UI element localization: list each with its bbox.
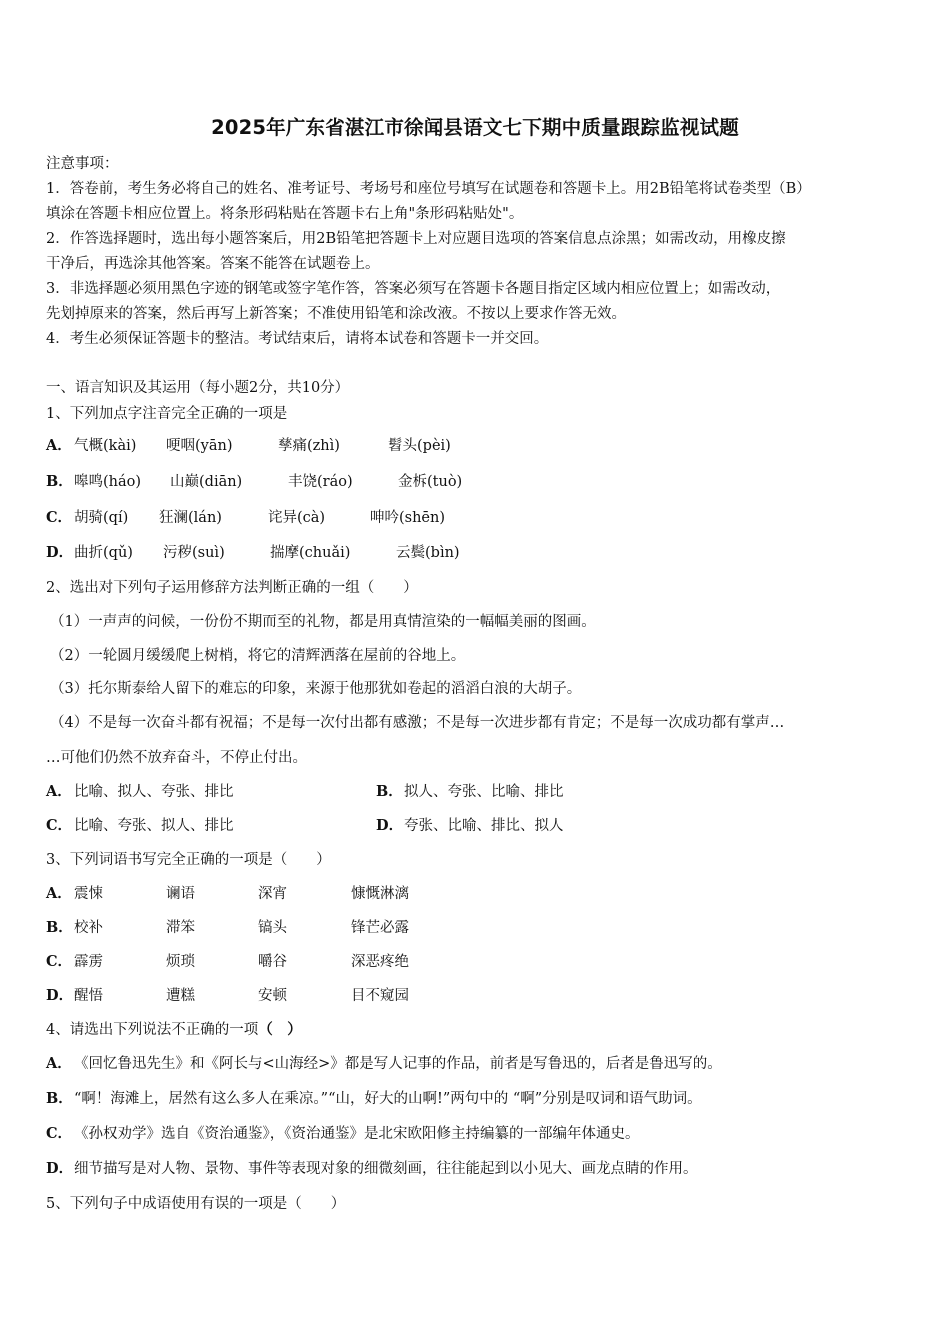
option-item: 谰语 [166, 886, 195, 902]
option-label: B． [46, 1090, 73, 1107]
option-label: D． [46, 987, 74, 1004]
option-item: 安顿 [258, 988, 287, 1004]
question-4-paren: （ ） [258, 1021, 302, 1038]
option-text: 比喻、拟人、夸张、排比 [74, 784, 234, 800]
option-label: A． [46, 437, 72, 454]
option-item: 烦琐 [166, 954, 195, 970]
question-4-stem-text: 4、请选出下列说法不正确的一项 [46, 1022, 259, 1038]
option-item: 丰饶(ráo) [288, 474, 353, 490]
notice-line: 1．答卷前，考生务必将自己的姓名、准考证号、考场号和座位号填写在试题卷和答题卡上。用2B铅笔将试卷类型（B） [46, 181, 811, 197]
option-item: 慷慨淋漓 [351, 886, 409, 902]
option-item: 诧异(cà) [268, 510, 326, 526]
option-text: 《回忆鲁迅先生》和《阿长与<山海经>》都是写人记事的作品，前者是写鲁迅的，后者是鲁迅写的。 [74, 1056, 722, 1072]
option-item: 滞笨 [166, 920, 195, 936]
option-text: 《孙权劝学》选自《资治通鉴》，《资治通鉴》是北宋欧阳修主持编纂的一部编年体通史。 [74, 1126, 640, 1142]
option-label: C． [46, 509, 73, 526]
q2-sentence: （1）一声声的问候，一份份不期而至的礼物，都是用真情渲染的一幅幅美丽的图画。 [50, 614, 596, 630]
question-3-stem: 3、下列词语书写完全正确的一项是（ ） [46, 852, 331, 868]
option-item: 醒悟 [74, 988, 103, 1004]
option-label: B． [46, 473, 73, 490]
question-1-stem: 1、下列加点字注音完全正确的一项是 [46, 406, 288, 422]
option-label: A． [46, 885, 72, 902]
option-item: 镐头 [258, 920, 287, 936]
option-item: 嗥鸣(háo) [74, 474, 142, 490]
option-item: 山巅(diān) [170, 474, 243, 490]
notice-line: 4．考生必须保证答题卡的整洁。考试结束后，请将本试卷和答题卡一并交回。 [46, 331, 549, 347]
option-label: B． [376, 783, 403, 800]
option-label: B． [46, 919, 73, 936]
option-text: 细节描写是对人物、景物、事件等表现对象的细微刻画，往往能起到以小见大、画龙点睛的作用。 [74, 1161, 698, 1177]
q2-sentence: （3）托尔斯泰给人留下的难忘的印象，来源于他那犹如卷起的滔滔白浪的大胡子。 [50, 681, 582, 697]
option-item: 金柝(tuò) [398, 474, 463, 490]
option-label: D． [46, 544, 74, 561]
option-item: 污秽(suì) [163, 545, 225, 561]
option-item: 狂澜(lán) [159, 510, 222, 526]
option-label: C． [46, 817, 73, 834]
option-item: 霹雳 [74, 954, 103, 970]
notice-line: 先划掉原来的答案，然后再写上新答案；不准使用铅笔和涂改液。不按以上要求作答无效。 [46, 306, 626, 322]
notice-line: 2．作答选择题时，选出每小题答案后，用2B铅笔把答题卡上对应题目选项的答案信息点涂黑；如需改动，用橡皮擦 [46, 231, 786, 247]
option-item: 深恶疼绝 [351, 954, 409, 970]
option-item: 胡骑(qí) [74, 510, 129, 526]
option-label: C． [46, 1125, 73, 1142]
option-item: 曲折(qǔ) [74, 545, 133, 561]
option-item: 嚼谷 [258, 954, 287, 970]
option-item: 呻吟(shēn) [370, 510, 446, 526]
option-item: 哽咽(yān) [166, 438, 233, 454]
option-item: 深宵 [258, 886, 287, 902]
notice-heading: 注意事项： [46, 156, 119, 172]
option-item: 目不窥园 [351, 988, 409, 1004]
notice-line: 3．非选择题必须用黑色字迹的钢笔或签字笔作答，答案必须写在答题卡各题目指定区域内相应位置上；如需改动， [46, 281, 781, 297]
option-text: 拟人、夸张、比喻、排比 [404, 784, 564, 800]
q2-sentence: （4）不是每一次奋斗都有祝福；不是每一次付出都有感激；不是每一次进步都有肯定；不是每一次成功都有掌声… [50, 715, 785, 731]
option-item: 校补 [74, 920, 103, 936]
option-label: A． [46, 1055, 72, 1072]
question-4-stem [46, 1018, 302, 1039]
notice-line: 填涂在答题卡相应位置上。将条形码粘贴在答题卡右上角"条形码粘贴处"。 [46, 206, 524, 222]
option-text: 比喻、夸张、拟人、排比 [74, 818, 234, 834]
question-5-stem: 5、下列句子中成语使用有误的一项是（ ） [46, 1196, 346, 1212]
option-item: 揣摩(chuǎi) [270, 545, 351, 561]
q2-sentence: …可他们仍然不放弃奋斗，不停止付出。 [46, 750, 307, 766]
option-label: D． [46, 1160, 74, 1177]
option-text: 夸张、比喻、排比、拟人 [404, 818, 564, 834]
option-label: D． [376, 817, 404, 834]
notice-line: 干净后，再选涂其他答案。答案不能答在试题卷上。 [46, 256, 380, 272]
option-text: “啊！海滩上，居然有这么多人在乘凉。”“山，好大的山啊!”两句中的 “啊”分别是叹词和语气助词。 [74, 1091, 702, 1107]
option-label: A． [46, 783, 72, 800]
question-2-stem: 2、选出对下列句子运用修辞方法判断正确的一组（ ） [46, 580, 418, 596]
option-label: C． [46, 953, 73, 970]
option-item: 孳痛(zhì) [278, 438, 340, 454]
option-item: 锋芒必露 [351, 920, 409, 936]
option-item: 气概(kài) [74, 438, 137, 454]
option-item: 云鬓(bìn) [396, 545, 460, 561]
section-heading: 一、语言知识及其运用（每小题2分，共10分） [46, 380, 350, 396]
option-item: 遭糕 [166, 988, 195, 1004]
option-item: 髫头(pèi) [388, 438, 451, 454]
page-title: 2025年广东省湛江市徐闻县语文七下期中质量跟踪监视试题 [211, 116, 739, 139]
q2-sentence: （2）一轮圆月缓缓爬上树梢，将它的清辉洒落在屋前的谷地上。 [50, 648, 466, 664]
option-item: 震悚 [74, 886, 103, 902]
